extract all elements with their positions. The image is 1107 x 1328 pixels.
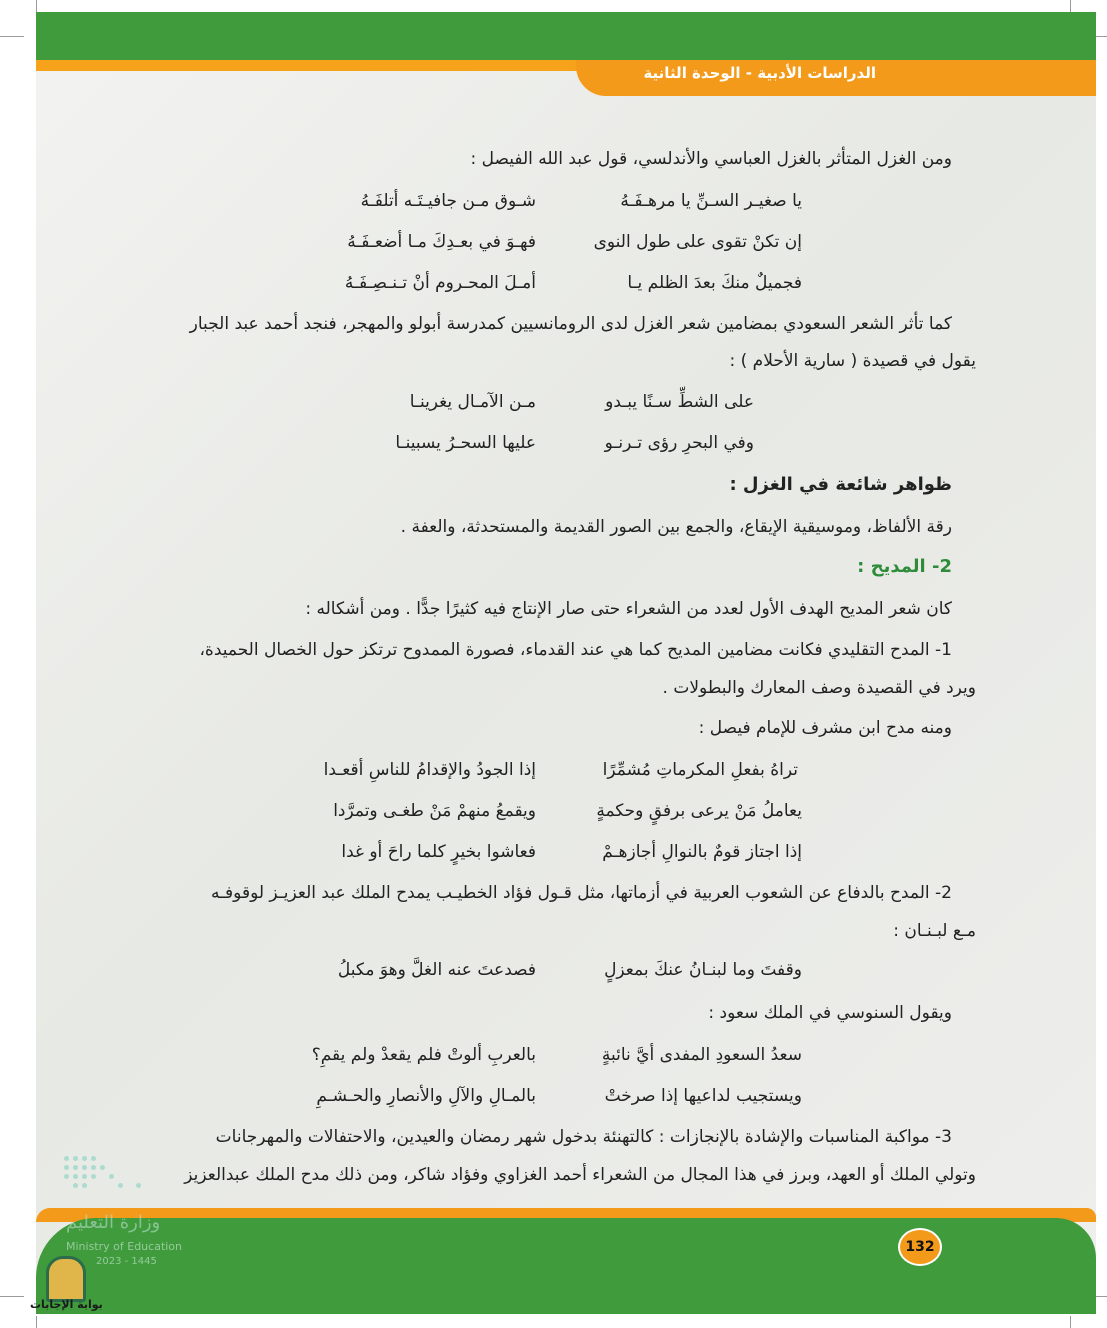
paragraph: ومن الغزل المتأثر بالغزل العباسي والأندلسي، قول عبد الله الفيصل : xyxy=(470,149,952,169)
crop-mark xyxy=(0,1296,24,1297)
verse-right: يعاملُ مَنْ يرعى برفقٍ وحكمةٍ xyxy=(596,801,802,821)
verse-left: فعاشوا بخيرٍ كلما راحَ أو غدا xyxy=(341,842,536,862)
verse-left: بالمـالِ والآلِ والأنصارِ والحـشـمِ xyxy=(316,1086,536,1106)
bottom-green-band xyxy=(36,1218,1096,1314)
verse-left: فصدعتَ عنه الغلَّ وهوَ مكبلُ xyxy=(337,960,536,980)
arch-icon xyxy=(46,1256,86,1302)
paragraph: ويقول السنوسي في الملك سعود : xyxy=(708,1003,952,1023)
verse-right: وقفتَ وما لبنـانُ عنكَ بمعزلٍ xyxy=(604,960,802,980)
verse-right: سعدُ السعودِ المفدى أيَّ نائبةٍ xyxy=(601,1045,802,1065)
verse-right: إذا اجتاز قومٌ بالنوالِ أجازهـمْ xyxy=(602,842,802,862)
verse-left: أمـلَ المحـروم أنْ تـنـصِـفَـهُ xyxy=(344,273,536,293)
paragraph: مـع لبـنـان : xyxy=(893,921,976,941)
paragraph: ومنه مدح ابن مشرف للإمام فيصل : xyxy=(698,718,952,738)
paragraph: رقة الألفاظ، وموسيقية الإيقاع، والجمع بين الصور القديمة والمستحدثة، والعفة . xyxy=(400,517,952,537)
section-heading: ظواهر شائعة في الغزل : xyxy=(729,474,952,495)
verse-right: على الشطِّ سـنًا يبـدو xyxy=(605,392,754,412)
verse-left: عليها السحـرُ يسبينـا xyxy=(395,433,536,453)
verse-left: فهـوَ في بعـدِكَ مـا أضعـفَـهُ xyxy=(347,232,536,252)
verse-left: مـن الآمـال يغرينـا xyxy=(409,392,536,412)
watermark-logo xyxy=(30,1252,103,1322)
verse-left: بالعربِ ألوتْ فلم يقعدْ ولم يقمِ؟ xyxy=(311,1045,536,1065)
verse-left: ويقمعُ منهمْ مَنْ طغـى وتمرَّدا xyxy=(333,801,536,821)
paragraph: وتولي الملك أو العهد، وبرز في هذا المجال من الشعراء أحمد الغزاوي وفؤاد شاكر، ومن ذلك مدح الملك عبدالعزيز xyxy=(184,1165,976,1185)
ministry-year: 2023 - 1445 xyxy=(96,1256,157,1267)
ministry-name-en: Ministry of Education xyxy=(66,1240,183,1253)
page-number: 132 xyxy=(898,1228,942,1266)
ministry-name-ar: وزارة التعليم xyxy=(66,1212,161,1233)
paragraph: 3- مواكبة المناسبات والإشادة بالإنجازات : كالتهنئة بدخول شهر رمضان والعيدين، والاحتفالات والمهرجانات xyxy=(215,1127,952,1147)
paragraph: كما تأثر الشعر السعودي بمضامين شعر الغزل لدى الرومانسيين كمدرسة أبولو والمهجر، فنجد أحمد عبد الجبار xyxy=(189,314,952,334)
verse-right: وفي البحرِ رؤى تـرنـو xyxy=(604,433,754,453)
crop-mark xyxy=(0,36,24,37)
verse-right: تراهُ بفعلِ المكرماتِ مُشمِّرًا xyxy=(602,760,798,780)
verse-right: ويستجيب لداعيها إذا صرختْ xyxy=(604,1086,802,1106)
paragraph: 2- المدح بالدفاع عن الشعوب العربية في أزماتها، مثل قـول فؤاد الخطيـب يمدح الملك عبد العزيـز لوقوفـه xyxy=(210,883,952,903)
verse-right: يا صغيـر السـنِّ يا مرهـفَـهُ xyxy=(620,191,802,211)
verse-left: شـوق مـن جافيـتَـه أتلفَـهُ xyxy=(360,191,536,211)
ministry-dots-logo xyxy=(64,1156,174,1194)
verse-left: إذا الجودُ والإقدامُ للناسِ أقعـدا xyxy=(323,760,536,780)
unit-title: الدراسات الأدبية - الوحدة الثانية xyxy=(643,64,876,82)
watermark-label: بوابة الإجابات xyxy=(30,1298,103,1311)
paragraph: يقول في قصيدة ( سارية الأحلام ) : xyxy=(729,351,976,371)
verse-right: فجميلٌ منكَ بعدَ الظلم يـا xyxy=(627,273,802,293)
paragraph: ويرد في القصيدة وصف المعارك والبطولات . xyxy=(662,678,976,698)
crop-mark xyxy=(1070,1316,1071,1328)
verse-right: إن تكنْ تقوى على طول النوى xyxy=(593,232,802,252)
page-content xyxy=(36,12,1096,1314)
paragraph: كان شعر المديح الهدف الأول لعدد من الشعراء حتى صار الإنتاج فيه كثيرًا جدًّا . ومن أشكاله : xyxy=(305,599,952,619)
paragraph: 1- المدح التقليدي فكانت مضامين المديح كما هي عند القدماء، فصورة الممدوح ترتكز حول الخصال الحميدة، xyxy=(199,640,952,660)
section-heading-madih: 2- المديح : xyxy=(857,556,952,577)
textbook-page xyxy=(36,12,1096,1314)
